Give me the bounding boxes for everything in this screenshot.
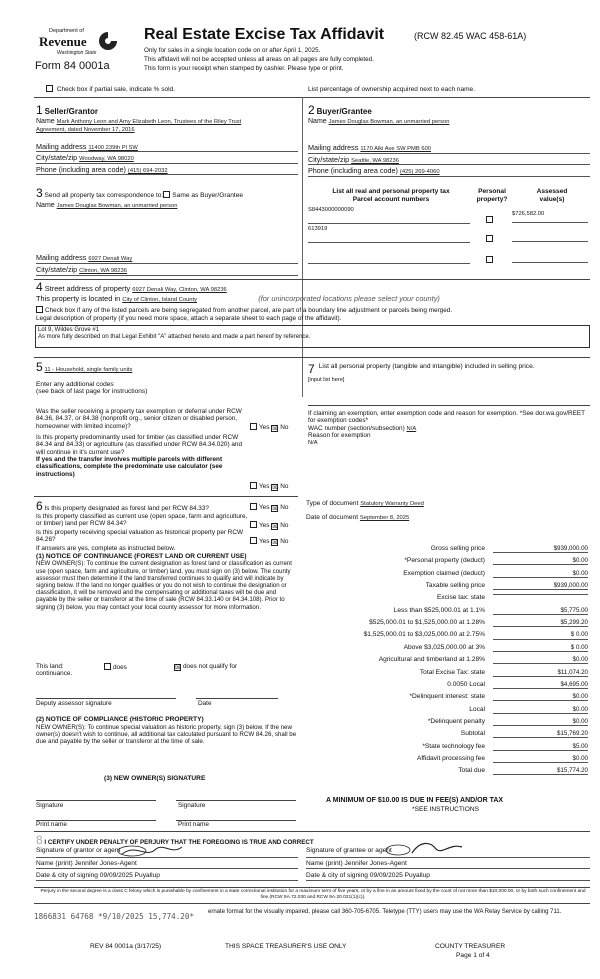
agency-logo bbox=[35, 28, 131, 80]
property-located-row bbox=[36, 295, 590, 304]
corr-city-value[interactable]: Clinton, WA 98236 bbox=[79, 268, 127, 274]
personal-h2: property? bbox=[476, 195, 508, 203]
does-checkbox[interactable] bbox=[104, 663, 111, 670]
perjury-notice: Perjury in the second degree is a class C felony which is punishable by confinement in a state correctional institution for a maximum term of five years, or by a fine in an amount fixed by the court of not more than $10,000.00, or by both such confinement and fine (RCW 9A.72.030 and RCW 9A.20.021(1)(c)). bbox=[40, 889, 586, 900]
property-address-value[interactable]: 6927 Denali Way, Clinton, WA 98236 bbox=[132, 287, 227, 293]
tax-row bbox=[305, 766, 590, 777]
doc-type-label: Type of document bbox=[306, 500, 359, 507]
pp-input-hint[interactable]: [input list here] bbox=[308, 376, 345, 383]
personal-property-checkbox[interactable] bbox=[486, 216, 493, 223]
buyer-mailing-label: Mailing address bbox=[308, 142, 359, 152]
no-label: No bbox=[280, 522, 289, 529]
land-use-q2-text: Is this property predominantly used for timber (as classified under RCW 84.34 and 84.33) or agriculture (as classified under RCW 84.34.020) and will continue in it's current use? bbox=[36, 434, 243, 456]
assessed-value[interactable] bbox=[512, 251, 588, 263]
parcel-heading bbox=[306, 188, 476, 203]
buyer-phone-label: Phone (including area code) bbox=[308, 166, 398, 176]
cu-answers: If answers are yes, complete as instructed below. bbox=[36, 545, 176, 553]
tax-row-label: Local bbox=[469, 705, 485, 713]
yes-checkbox[interactable] bbox=[250, 503, 257, 510]
see-instructions: *SEE INSTRUCTIONS bbox=[412, 806, 480, 813]
rev-number: REV 84 0001a (3/17/25) bbox=[90, 943, 162, 950]
tax-row-label: Exemption claimed (deduct) bbox=[403, 569, 485, 577]
corr-name-label: Name bbox=[36, 201, 55, 209]
buyer-num: 2 bbox=[308, 103, 315, 117]
current-use-section bbox=[36, 500, 298, 611]
tax-row-label: *State technology fee bbox=[422, 742, 485, 750]
grantor-sig-label: Signature of grantor or agent bbox=[36, 847, 121, 854]
tax-row bbox=[305, 705, 590, 716]
buyer-phone-value[interactable]: (425) 269-4060 bbox=[399, 169, 440, 176]
yes-label: Yes bbox=[259, 424, 270, 431]
grantee-signature-icon[interactable] bbox=[386, 839, 466, 859]
does-label: does bbox=[113, 664, 127, 671]
buyer-heading: Buyer/Grantee bbox=[316, 107, 372, 116]
grantor-signature-row bbox=[36, 847, 298, 858]
partial-sale-label: Check box if partial sale, indicate % sold. bbox=[56, 86, 175, 93]
tax-row-label: Gross selling price bbox=[430, 545, 485, 552]
logo-swoosh-icon bbox=[97, 30, 119, 52]
doc-type-value[interactable]: Statutory Warranty Deed bbox=[360, 501, 424, 507]
seller-phone-value[interactable]: (415) 694-2032 bbox=[127, 167, 168, 174]
property-address-row bbox=[36, 281, 590, 295]
land-use-q1-answer bbox=[250, 423, 288, 432]
seller-name-value2[interactable]: Agreement, dated November 17, 2016 bbox=[36, 126, 135, 133]
seller-city-value[interactable]: Woodway, WA 98020 bbox=[79, 156, 134, 163]
seller-heading: Seller/Grantor bbox=[44, 107, 98, 116]
exemption-text: If claiming an exemption, enter exemption code and reason for exemption. *See dor.wa.gov/REET for exemption codes* bbox=[308, 410, 585, 425]
tax-row-value[interactable]: $ 0.00 bbox=[493, 631, 588, 639]
notice2 bbox=[36, 716, 298, 746]
tax-row-label: *Delinquent interest: state bbox=[409, 693, 485, 701]
tax-row bbox=[305, 544, 590, 555]
legal-description-box[interactable] bbox=[35, 325, 590, 348]
deputy-sig-label: Deputy assessor signature bbox=[36, 700, 112, 707]
yes-label: Yes bbox=[259, 483, 270, 490]
tax-row-value[interactable]: $0.00 bbox=[493, 706, 588, 714]
tax-row-label: *Personal property (deduct) bbox=[404, 557, 485, 565]
buyer-section bbox=[308, 104, 590, 177]
land-use-q2-answer bbox=[250, 482, 288, 491]
no-label: No bbox=[280, 424, 289, 431]
grantor-signature-icon[interactable] bbox=[116, 841, 186, 859]
header-note2: This affidavit will not be accepted unless all areas on all pages are fully completed. bbox=[144, 56, 374, 63]
grantor-date-row bbox=[36, 872, 298, 881]
corr-name-value[interactable]: James Douglas Bowman, an unmarried person bbox=[56, 202, 178, 209]
yes-checkbox[interactable] bbox=[250, 537, 257, 544]
agency-line2: Revenue bbox=[39, 34, 87, 49]
treasurer-use: THIS SPACE TREASURER'S USE ONLY bbox=[225, 943, 347, 950]
grantor-date-label: Date & city of signing bbox=[36, 872, 98, 879]
corr-num: 3 bbox=[36, 186, 43, 200]
tax-row-value[interactable]: $0.00 bbox=[493, 693, 588, 701]
exemption-section bbox=[308, 410, 590, 446]
seller-mailing-label: Mailing address bbox=[36, 141, 87, 151]
certify-heading: I CERTIFY UNDER PENALTY OF PERJURY THAT THE FOREGOING IS TRUE AND CORRECT bbox=[44, 839, 314, 846]
tax-row-value[interactable]: $0.00 bbox=[493, 755, 588, 763]
personal-property-checkbox[interactable] bbox=[486, 235, 493, 242]
seller-section bbox=[36, 104, 298, 175]
parcel-row-2 bbox=[308, 226, 590, 244]
yes-checkbox[interactable] bbox=[250, 423, 257, 430]
does-not-label: does not qualify for bbox=[183, 663, 237, 670]
cu-q1-text: Is this property designated as forest land per RCW 84.33? bbox=[44, 505, 209, 512]
buyer-city-value[interactable]: Seattle, WA 98236 bbox=[351, 157, 399, 164]
certify-num: 8 bbox=[36, 833, 43, 847]
property-unincorporated: (for unincorporated locations please select your county) bbox=[258, 294, 440, 303]
pp-num: 7 bbox=[308, 362, 315, 376]
tax-row bbox=[305, 754, 590, 765]
personal-heading bbox=[470, 188, 514, 203]
new-owner-print-label: Print name bbox=[178, 821, 209, 828]
grantor-date-value[interactable]: 09/09/2025 Puyallup bbox=[99, 872, 160, 879]
no-checkbox-checked[interactable]: ☒ bbox=[272, 426, 278, 432]
header-note1: Only for sales in a single location code on or after April 1, 2025. bbox=[144, 47, 321, 54]
no-checkbox-checked[interactable]: ☒ bbox=[272, 524, 278, 530]
corr-mailing-label: Mailing address bbox=[36, 253, 87, 262]
land-use-q1-text: Was the seller receiving a property tax exemption or deferral under RCW 84.36, 84.37, or 84.38 (nonprofit org., senior citizen or disabled person, homeowner with limited income)? bbox=[36, 408, 242, 430]
does-not-checkbox-checked[interactable]: ☒ bbox=[175, 665, 181, 671]
tax-row-label: 0.0050 Local bbox=[447, 680, 485, 688]
document-date-row bbox=[306, 514, 590, 522]
tax-row bbox=[305, 569, 590, 580]
cashier-stamp: 1866831 64768 *9/10/2025 15,774.20* bbox=[34, 912, 195, 921]
cu-q2-text: Is this property classified as current use (open space, farm and agriculture, or timber) land per RCW 84.34? bbox=[36, 513, 248, 528]
parcel-heading2: Parcel account numbers bbox=[352, 195, 430, 203]
no-label: No bbox=[280, 537, 289, 545]
partial-sale-checkbox[interactable] bbox=[46, 85, 53, 92]
correspondence-section bbox=[36, 187, 298, 210]
segregated-checkbox[interactable] bbox=[36, 306, 43, 313]
legal-label: Legal description of property (if you need more space, attach a separate sheet to each page of the affidavit). bbox=[36, 315, 342, 322]
tax-row-value[interactable]: $15,769.20 bbox=[493, 730, 588, 738]
agency-line1: Department of bbox=[49, 28, 84, 34]
reason-value[interactable]: N/A bbox=[308, 439, 318, 446]
land-use-code[interactable]: 11 - Household, single family units bbox=[44, 367, 133, 373]
tax-row bbox=[305, 717, 590, 728]
tax-row-label: Taxable selling price bbox=[425, 582, 485, 590]
no-label: No bbox=[280, 504, 289, 511]
tax-row-label: Less than $525,000.01 at 1.1% bbox=[393, 606, 485, 614]
yes-label: Yes bbox=[259, 522, 270, 529]
doc-date-label: Date of document bbox=[306, 514, 359, 521]
no-checkbox-checked[interactable]: ☒ bbox=[272, 539, 278, 546]
this-land-row bbox=[36, 663, 298, 678]
corr-mailing-value[interactable]: 6927 Denali Way bbox=[88, 256, 133, 262]
tax-row-label: *Delinquent penalty bbox=[427, 717, 485, 725]
grantee-sig-label: Signature of grantee or agent bbox=[306, 847, 392, 854]
partial-sale-row bbox=[46, 85, 175, 93]
reason-label: Reason for exemption bbox=[308, 432, 371, 440]
notice2-text: NEW OWNER(S): To continue special valuation as historic property, sign (3) below. If the new owner(s) doesn't wish to continue, all additional tax calculated pursuant to RCW 84.26, shall be due and payable by the seller or transferor at the time of sale. bbox=[36, 723, 297, 746]
form-title: Real Estate Excise Tax Affidavit bbox=[144, 26, 385, 43]
corr-city-row bbox=[36, 266, 298, 276]
form-number: Form 84 0001a bbox=[35, 60, 110, 72]
tax-row-label: Agricultural and timberland at 1.28% bbox=[378, 656, 485, 664]
personal-h1: Personal bbox=[478, 188, 506, 195]
buyer-name-label: Name bbox=[308, 117, 327, 125]
tax-row-label: Excise tax: state bbox=[436, 594, 485, 602]
tax-row-value[interactable]: $ 0.00 bbox=[493, 644, 588, 652]
doc-date-value[interactable]: September 8, 2025 bbox=[359, 515, 410, 521]
page-number: Page 1 of 4 bbox=[456, 952, 490, 959]
seller-phone-label: Phone (including area code) bbox=[36, 164, 126, 174]
same-as-buyer-checkbox[interactable] bbox=[163, 191, 170, 198]
buyer-mailing-value[interactable]: 1170 Alki Ave SW PMB 600 bbox=[360, 145, 432, 152]
tax-row-value[interactable]: $5,775.00 bbox=[493, 607, 588, 615]
see-back-label: (see back of last page for instructions) bbox=[36, 388, 148, 396]
grantor-name-value[interactable]: Jennifer Jones-Agent bbox=[74, 860, 137, 867]
tax-row-value[interactable] bbox=[493, 594, 588, 595]
personal-property-section bbox=[308, 363, 590, 383]
corr-mailing-row bbox=[36, 254, 298, 264]
assessed-value[interactable]: $726,582.00 bbox=[512, 211, 588, 223]
segregated-row bbox=[36, 306, 592, 314]
buyer-city-label: City/state/zip bbox=[308, 154, 350, 164]
tax-row bbox=[305, 581, 590, 592]
tax-row bbox=[305, 668, 590, 679]
new-owner-signature-label: Signature bbox=[178, 802, 206, 809]
corr-label: Send all property tax correspondence to: bbox=[44, 192, 164, 199]
tax-row-value[interactable]: $0.00 bbox=[493, 557, 588, 565]
cu-q3-answer bbox=[250, 537, 288, 546]
tax-row bbox=[305, 655, 590, 666]
tax-row-value[interactable]: $15,774.20 bbox=[493, 767, 588, 775]
seller-num: 1 bbox=[36, 103, 43, 117]
tax-row-label: Affidavit processing fee bbox=[416, 754, 485, 762]
tax-row bbox=[305, 618, 590, 629]
legal-line2: As more fully described on that Legal Exhibit "A" attached hereto and made a part hereof by reference. bbox=[38, 333, 311, 340]
no-checkbox-checked[interactable]: ☒ bbox=[272, 485, 278, 491]
land-use-section bbox=[36, 361, 298, 396]
additional-codes-label: Enter any additional codes bbox=[36, 380, 114, 388]
land-use-num: 5 bbox=[36, 360, 43, 374]
cu-q3-text: Is this property receiving special valuation as historical property per RCW 84.26? bbox=[36, 528, 244, 544]
property-num: 4 bbox=[36, 280, 43, 294]
seller-name-label: Name bbox=[36, 117, 55, 125]
yes-label: Yes bbox=[259, 537, 270, 545]
parcel-number[interactable]: S8443000000090 bbox=[308, 207, 470, 224]
land-use-q2-bold: If yes and the transfer involves multiple parcels with different classifications, complete the predominate use calculator (see instructions) bbox=[36, 456, 223, 478]
tax-row-value[interactable]: $0.00 bbox=[493, 718, 588, 726]
assessed-value[interactable] bbox=[512, 230, 588, 242]
tax-row-label: $525,000.01 to $1,525,000.00 at 1.28% bbox=[369, 619, 485, 627]
tax-row-value[interactable]: $4,695.00 bbox=[493, 681, 588, 689]
tax-row-value[interactable]: $11,074.20 bbox=[493, 669, 588, 677]
tax-row-label: $1,525,000.01 to $3,025,000.00 at 2.75% bbox=[363, 631, 485, 639]
document-type-row bbox=[306, 500, 590, 508]
alt-format-note: ernate format for the visually impaired, please call 360-705-6705. Teletype (TTY) users may use the WA Relay Service by calling 711. bbox=[208, 909, 562, 915]
yes-label: Yes bbox=[259, 504, 270, 511]
grantee-signature-row bbox=[306, 847, 590, 858]
tax-row-label: Total due bbox=[458, 767, 485, 775]
buyer-name-value[interactable]: James Douglas Bowman, an unmarried person bbox=[328, 118, 450, 125]
agency-line3: Washington State bbox=[57, 50, 97, 56]
grantee-name-value[interactable]: Jennifer Jones-Agent bbox=[344, 860, 407, 867]
notice1-title: (1) NOTICE OF CONTINUANCE (FOREST LAND OR CURRENT USE) bbox=[36, 552, 247, 560]
property-address-label: Street address of property bbox=[44, 284, 131, 293]
land-use-q2 bbox=[36, 434, 298, 491]
county-treasurer: COUNTY TREASURER bbox=[435, 943, 506, 950]
grantee-date-label: Date & city of signing bbox=[306, 872, 368, 879]
seller-mailing-value[interactable]: 11400 239th Pl SW bbox=[88, 144, 138, 151]
this-land-label: This land: bbox=[36, 663, 64, 670]
pp-label: List all personal property (tangible and intangible) included in selling price. bbox=[318, 363, 535, 370]
legal-line1: Lot 9, Wildes Grove #1 bbox=[38, 327, 100, 333]
tax-row-label: Total Excise Tax: state bbox=[419, 668, 485, 676]
tax-row-value[interactable]: $0.00 bbox=[493, 656, 588, 664]
wac-value[interactable]: N/A bbox=[406, 425, 417, 432]
property-located-label: This property is located in bbox=[36, 294, 121, 303]
notice3-title: (3) NEW OWNER(S) SIGNATURE bbox=[104, 775, 206, 782]
notice2-title: (2) NOTICE OF COMPLIANCE (HISTORIC PROPERTY) bbox=[36, 716, 204, 723]
no-checkbox-checked[interactable]: ☒ bbox=[272, 506, 278, 512]
seller-city-label: City/state/zip bbox=[36, 153, 78, 163]
form-rcw: (RCW 82.45 WAC 458-61A) bbox=[414, 31, 527, 41]
cu-num: 6 bbox=[36, 499, 43, 513]
header-note3: This form is your receipt when stamped by cashier. Please type or print. bbox=[144, 65, 344, 72]
tax-row-label: Subtotal bbox=[460, 730, 485, 738]
personal-property-checkbox[interactable] bbox=[486, 256, 493, 263]
tax-row bbox=[305, 729, 590, 740]
grantee-name-row bbox=[306, 860, 590, 869]
grantee-name-label: Name (print) bbox=[306, 860, 343, 867]
new-owner-signature-label: Signature bbox=[36, 802, 64, 809]
tax-row-value[interactable]: $5.00 bbox=[493, 743, 588, 751]
yes-checkbox[interactable] bbox=[250, 521, 257, 528]
segregated-label: Check box if any of the listed parcels are being segregated from another parcel, are part of a boundary line adjustment or parcels being merged. bbox=[45, 307, 453, 314]
assessed-heading bbox=[514, 188, 590, 203]
tax-row-value[interactable]: $939,000.00 bbox=[493, 582, 588, 590]
tax-row-value[interactable]: $939,000.00 bbox=[493, 545, 588, 553]
tax-row-label: Above $3,025,000.00 at 3% bbox=[403, 643, 485, 651]
property-located-value[interactable]: City of Clinton, Island County bbox=[122, 297, 198, 303]
grantee-date-row bbox=[306, 872, 590, 881]
parcel-heading1: List all real and personal property tax bbox=[332, 188, 450, 195]
grantee-date-value[interactable]: 09/09/2025 Puyallup bbox=[369, 872, 430, 879]
new-owner-print-label: Print name bbox=[36, 821, 67, 828]
ownership-note: List percentage of ownership acquired next to each name. bbox=[308, 86, 475, 93]
notice1-text: NEW OWNER(S): To continue the current designation as forest land or classification as current use (open space, farm and agriculture, or timber) land, you must sign on (3) below. The county assessor must then determine if the land transferred continues to qualify and will indicate by signing below. If the land no longer qualifies or you do not wish to continue the designation or classification, it will be removed and the compensating or additional taxes will be due and payable by the seller or transferor at the time of sale (RCW 84.33.140 or 84.34.108). Prior to signing (3) below, you may contact your local county assessor for more information. bbox=[36, 560, 292, 611]
parcel-row-1 bbox=[308, 207, 590, 225]
continuance-label: continuance. bbox=[36, 670, 73, 678]
deputy-date-label: Date bbox=[198, 700, 212, 707]
tax-row bbox=[305, 692, 590, 703]
seller-name-value[interactable]: Mark Anthony Leon and Amy Elizabeth Leon, Trustees of the Riley Trust bbox=[56, 118, 242, 125]
minimum-fee-note: A MINIMUM OF $10.00 IS DUE IN FEE(S) AND/OR TAX bbox=[326, 797, 504, 804]
cu-q1-answer bbox=[250, 503, 288, 512]
tax-row bbox=[305, 606, 590, 617]
grantor-name-row bbox=[36, 860, 298, 869]
tax-row-value[interactable]: $0.00 bbox=[493, 570, 588, 578]
tax-row-value[interactable]: $5,299.20 bbox=[493, 619, 588, 627]
tax-row bbox=[305, 643, 590, 654]
tax-row bbox=[305, 742, 590, 753]
parcel-row-3 bbox=[308, 247, 590, 265]
tax-row bbox=[305, 630, 590, 641]
parcel-number[interactable]: 613919 bbox=[308, 226, 470, 243]
no-label: No bbox=[280, 483, 289, 490]
yes-checkbox[interactable] bbox=[250, 482, 257, 489]
tax-row bbox=[305, 593, 590, 604]
wac-label: WAC number (section/subsection) bbox=[308, 424, 405, 432]
corr-city-label: City/state/zip bbox=[36, 265, 78, 274]
assessed-h1: Assessed bbox=[536, 188, 568, 195]
assessed-h2: value(s) bbox=[539, 195, 565, 203]
corr-same-label: Same as Buyer/Grantee bbox=[172, 192, 244, 199]
tax-row bbox=[305, 680, 590, 691]
tax-row bbox=[305, 556, 590, 567]
land-use-q1 bbox=[36, 408, 298, 430]
parcel-number[interactable] bbox=[308, 247, 470, 264]
grantor-name-label: Name (print) bbox=[36, 860, 73, 867]
